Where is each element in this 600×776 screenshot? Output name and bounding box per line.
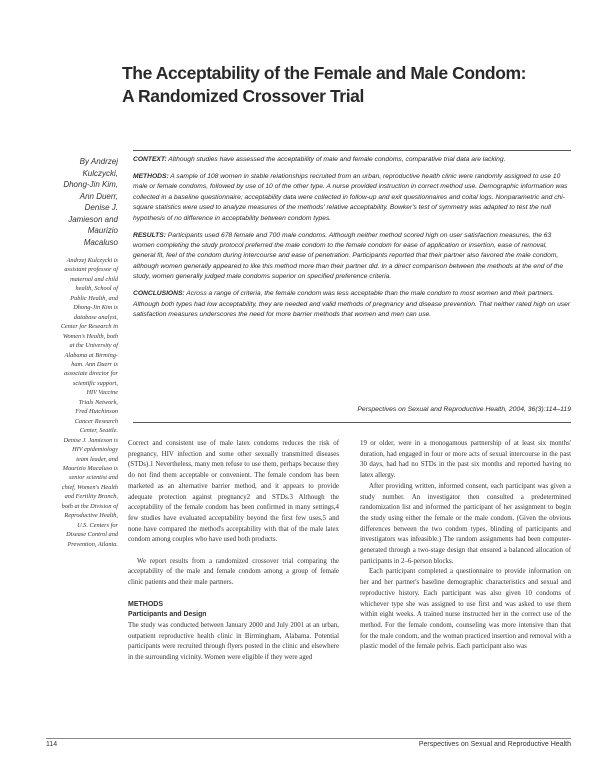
- title-line-1: The Acceptability of the Female and Male Condom:: [122, 63, 527, 83]
- body-paragraph: Each participant completed a questionnaire to provide information on her and her partner's baseline demographic characteristics and sexual and reproductive history. Each participant was also given 10 condoms of whichever type she was assigned to use first and was asked to use them within eight weeks. A trained nurse instructed her in the correct use of the method. For the female condom, counseling was more intensive than that for the male condom, and the woman practiced insertion and removal with a plastic model of the female pelvis. Each participant also was: [360, 568, 571, 651]
- conclusions-text: Across a range of criteria, the female condom was less acceptable than the male condom to most women and their partners. Although both types had low acceptability, they are needed and valid methods of pregnancy and disease prevention. That neither rated high on user satisfaction measures underscores the need for more barrier methods that women and men can use.: [133, 290, 571, 319]
- body-paragraph: Correct and consistent use of male latex condoms reduces the risk of pregnancy, HIV infection and some other sexually transmitted diseases (STDs).1 Nevertheless, many men refuse to use them, perhaps because they do not find them acceptable or convenient. The female condom has been marketed as an alternative barrier method, and it appears to provide adequate protection against pregnancy2 and STDs.3 Although the acceptability of the female condom has been confirmed in many settings,4 few studies have evaluated acceptability beyond the first few uses,5 and none have compared the method's acceptability with that of the male latex condom among couples who have used both products.: [128, 440, 339, 544]
- methods-text: A sample of 108 women in stable relationships recruited from an urban, reproductive health clinic were randomly assigned to use 10 male or female condoms, followed by use of 10 of the other type. A nurse provided instruction in correct method use. Demographic information was collected in a baseline questionnaire; acceptability data were collected in follow-up and exit questionnaires and coital logs. Nonparametric and chi-square statistics were used to analyze measures of the methods' relative acceptability. Bowker's test of symmetry was adapted to test the null hypothesis of no difference in acceptability between condom types.: [133, 173, 568, 222]
- context-text: Although studies have assessed the acceptability of male and female condoms, comparative trial data are lacking.: [166, 156, 506, 163]
- footer-rule: [46, 738, 571, 739]
- conclusions-label: CONCLUSIONS:: [133, 290, 185, 298]
- journal-citation: Perspectives on Sexual and Reproductive Health, 2004, 36(3):114–119: [357, 406, 571, 413]
- abstract-context: [133, 155, 571, 165]
- abstract-methods: [133, 172, 571, 224]
- body-paragraph: We report results from a randomized crossover trial comparing the acceptability of the male and female condom among a group of female clinic patients and their male partners.: [128, 557, 339, 587]
- subsection-heading-participants: Participants and Design: [128, 611, 207, 619]
- abstract-conclusions: [133, 289, 571, 320]
- results-label: RESULTS:: [133, 231, 166, 239]
- methods-label: METHODS:: [133, 173, 169, 180]
- body-paragraph: After providing written, informed consent, each participant was given a study number. An investigator then consulted a predetermined randomization list and informed the participant of her assignment to begin the study using either the female or the male condom. (Given the obvious differences between the two condom types, blinding of participants and investigators was infeasible.) The random assignments had been computer-generated through a two-stage design that ensured a balanced allocation of participants in 2–6-person blocks.: [360, 482, 571, 565]
- context-label: CONTEXT:: [133, 156, 167, 163]
- body-paragraph: 19 or older, were in a monogamous partnership of at least six months' duration, had engaged in four or more acts of sexual intercourse in the past 30 days, had had no STDs in the past six months and reported having no latex allergy.: [360, 440, 571, 480]
- results-text: Participants used 678 female and 700 male condoms. Although neither method scored high on user satisfaction measures, the 63 women completing the study protocol preferred the male condom to the female condom for ease of application or insertion, ease of removal, general fit, feel of the condom during intercourse and ease of penetration. Participants reported that their partner also favored the male condom, although women generally appeared to like this method more than their partner did. In a direct comparison between the methods at the end of the study, women generally judged male condoms superior on specified preference criteria.: [133, 231, 564, 281]
- abstract-results: [133, 231, 571, 283]
- abstract-top-rule: [133, 150, 571, 151]
- abstract-bottom-rule: [133, 422, 571, 423]
- running-footer-journal: Perspectives on Sexual and Reproductive Health: [418, 741, 571, 748]
- section-heading-methods: METHODS: [128, 600, 163, 608]
- body-column-right: [360, 439, 571, 653]
- abstract: [133, 155, 571, 327]
- body-column-left: [128, 439, 339, 664]
- body-paragraph: The study was conducted between January 2000 and July 2001 at an urban, outpatient reproductive health clinic in Birmingham, Alabama. Potential participants were recruited through flyers posted in the clinic and elsewhere in the surrounding vicinity. Women were eligible if they were aged: [128, 621, 339, 662]
- article-title: [122, 62, 562, 108]
- author-byline: By Andrzej Kulczycki, Dhong-Jin Kim, Ann Duerr, Denise J. Jamieson and Maurizio Macaluso: [63, 157, 118, 247]
- page-number: 114: [46, 741, 58, 748]
- author-bio: Andrzej Kulczycki is assistant professor of maternal and child health, School of Public Health, and Dhong-Jin Kim is database analyst, Center for Research in Women's Health, both at the University of Alabama at Birming- ham. Ann Duerr is associate director for scientific support, HIV Vaccine Trials Network, Fred Hutchinson Cancer Research Center, Seattle. Denise J. Jamieson is HIV epidemiology team leader, and Maurizio Macaluso is senior scientist and chief, Women's Health and Fertility Branch, both at the Division of Reproductive Health, U.S. Centers for Disease Control and Prevention, Atlanta.: [60, 257, 118, 548]
- title-line-2: A Randomized Crossover Trial: [122, 86, 364, 106]
